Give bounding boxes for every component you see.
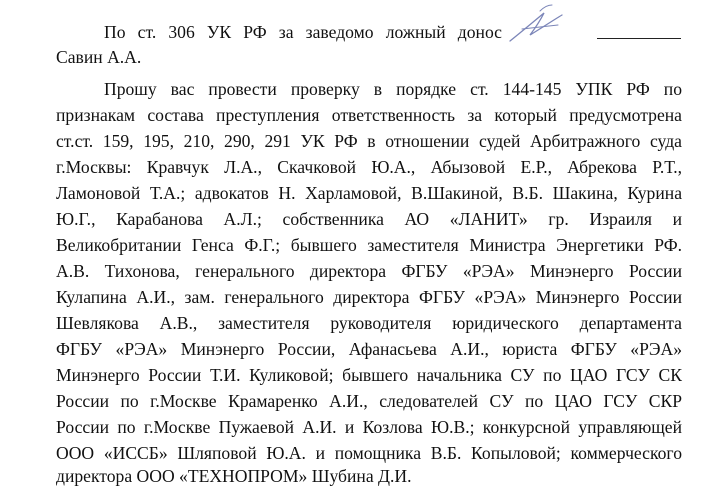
body-line: ФГБУ «РЭА» Минэнерго России, Афанасьева А.И., юриста ФГБУ «РЭА» (56, 339, 682, 359)
handwritten-signature (500, 3, 570, 47)
body-line: А.В. Тихонова, генерального директора ФГБУ «РЭА» Минэнерго России (56, 261, 682, 281)
body-line: Великобритании Генса Ф.Г.; бывшего заместителя Министра Энергетики РФ. (56, 235, 682, 255)
body-line: признакам состава преступления ответственность за который предусмотрена (56, 105, 682, 125)
body-line: Ламоновой Т.А.; адвокатов Н. Харламовой, В.Шакиной, В.Б. Шакина, Курина (56, 183, 682, 203)
body-line: ООО «ИССБ» Шляповой Ю.А. и помощника В.Б. Копыловой; коммерческого (56, 443, 682, 463)
body-line: ст.ст. 159, 195, 210, 290, 291 УК РФ в отношении судей Арбитражного суда (56, 131, 682, 151)
body-line: Прошу вас провести проверку в порядке ст. 144-145 УПК РФ по (104, 79, 682, 99)
body-line: России по г.Москве Пужаевой А.И. и Козлова Ю.В.; конкурсной управляющей (56, 417, 682, 437)
signatory-name: Савин А.А. (56, 47, 142, 67)
body-line: Шевлякова А.В., заместителя руководителя юридического департамента (56, 313, 682, 333)
body-line: Ю.Г., Карабанова А.Л.; собственника АО «ЛАНИТ» гр. Израиля и (56, 209, 682, 229)
false-report-warning: По ст. 306 УК РФ за заведомо ложный донос (104, 22, 502, 42)
body-line: Кулапина А.И., зам. генерального директора ФГБУ «РЭА» Минэнерго России (56, 287, 682, 307)
body-line: Минэнерго России Т.И. Куликовой; бывшего начальника СУ по ЦАО ГСУ СК (56, 365, 682, 385)
body-line: России по г.Москве Крамаренко А.И., следователей СУ по ЦАО ГСУ СКР (56, 391, 682, 411)
signature-blank-line (597, 38, 681, 39)
body-line: директора ООО «ТЕХНОПРОМ» Шубина Д.И. (56, 466, 412, 486)
body-line: г.Москвы: Кравчук Л.А., Скачковой Ю.А., Абызовой Е.Р., Абрекова Р.Т., (56, 157, 682, 177)
